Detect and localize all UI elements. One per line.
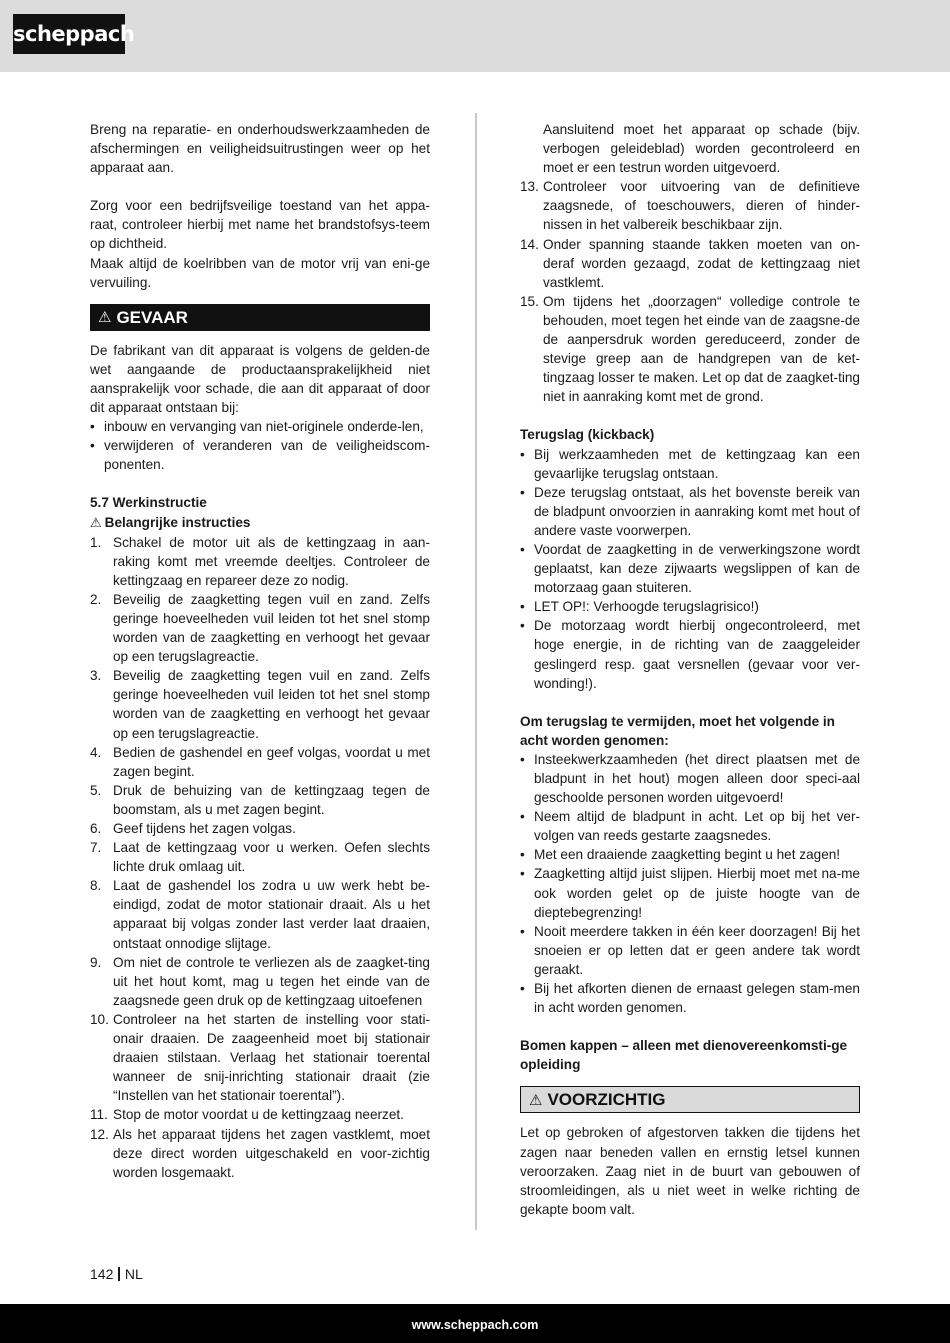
list-item: • inbouw en vervanging van niet-originele onderde-len,: [90, 417, 430, 436]
list-item: 9. Om niet de controle te verliezen als de zaagket-ting uit het hout komt, mag u tegen het einde van de zaagsnede geen druk op de kettingzaag uitoefenen: [90, 954, 430, 1008]
list-item: • verwijderen of veranderen van de veiligheidscom-ponenten.: [90, 436, 430, 474]
list-item: • Bij het afkorten dienen de ernaast gelegen stam-men in acht worden genomen.: [520, 979, 860, 1017]
list-item: 2. Beveilig de zaagketting tegen vuil en zand. Zelfs geringe hoeveelheden vuil leiden tot het snel stomp worden van de zaagketting en verhoogt het gevaar op een terugslagreactie.: [90, 591, 430, 665]
instruction-list: [90, 533, 430, 1182]
paragraph-cooling-fins: Maak altijd de koelribben van de motor vrij van eni-ge vervuiling.: [90, 255, 430, 290]
list-item: 10. Controleer na het starten de instelling voor stati-onair draaien. De zaageenheid moet bij stationair draaien stilstaan. Verlaag het stationair toerental wanneer de snij-inrichting stationair draait (zie “Instellen van het stationair toerental”).: [90, 1011, 430, 1104]
paragraph-liability: De fabrikant van dit apparaat is volgens de gelden-de wet aangaande de productaansprakelijkheid niet aansprakelijk voor schade, die aan dit apparaat of door dit apparaat ontstaan bij:: [90, 342, 430, 416]
list-item: 12. Als het apparaat tijdens het zagen vastklemt, moet deze direct worden uitgeschakeld en voor-zichtig worden losgemaakt.: [90, 1126, 430, 1180]
warning-triangle-icon: ⚠: [98, 307, 112, 326]
list-item: • Bij werkzaamheden met de kettingzaag kan een gevaarlijke terugslag ontstaan.: [520, 445, 860, 483]
list-item: 7. Laat de kettingzaag voor u werken. Oefen slechts lichte druk omlaag uit.: [90, 840, 430, 875]
warning-triangle-icon: ⚠: [529, 1090, 543, 1109]
danger-banner: [90, 304, 430, 331]
list-item: • LET OP!: Verhoogde terugslagrisico!): [520, 597, 860, 616]
list-item: 8. Laat de gashendel los zodra u uw werk hebt be-eindigd, zodat de motor stationair draait. Als u het apparaat bij volgas zonder last verder laat draaien, ontstaat onnodige slijtage.: [90, 878, 430, 951]
caution-banner: [520, 1086, 860, 1113]
caution-label: VOORZICHTIG: [547, 1089, 666, 1109]
tree-felling-heading: Bomen kappen – alleen met dienovereenkomsti-ge opleiding: [520, 1038, 848, 1073]
list-item: 4. Bedien de gashendel en geef volgas, voordat u met zagen begint.: [90, 744, 430, 779]
list-item: 3. Beveilig de zaagketting tegen vuil en zand. Zelfs geringe hoeveelheden vuil leiden tot het snel stomp worden van de zaagketting en verhoogt het gevaar op een terugslagreactie.: [90, 668, 430, 741]
danger-label: GEVAAR: [116, 307, 188, 327]
list-item: • Deze terugslag ontstaat, als het bovenste bereik van de bladpunt onvoorzien in aanraking komt met hout of andere vaste voorwerpen.: [520, 483, 860, 540]
paragraph-maintenance: Breng na reparatie- en onderhoudswerkzaamheden de afschermingen en veiligheidsuitrustingen weer op het apparaat aan.: [90, 122, 430, 176]
footer-band: [0, 1304, 950, 1343]
instruction-list-continued: [520, 177, 860, 406]
important-instructions-heading: ⚠ Belangrijke instructies: [90, 513, 430, 533]
kickback-list: [520, 445, 860, 693]
avoid-kickback-list: [520, 750, 860, 1017]
header-band: [0, 0, 950, 72]
list-item: • De motorzaag wordt hierbij ongecontroleerd, met hoge energie, in de richting van de zaaggeleider geslingerd resp. gaat versnellen (gevaar voor ver-wonding!).: [520, 616, 860, 692]
left-column: [90, 120, 430, 1182]
list-item: 6. Geef tijdens het zagen volgas.: [90, 821, 296, 836]
section-title: 5.7 Werkinstructie: [90, 495, 207, 511]
list-item: • Voordat de zaagketting in de verwerkingszone wordt geplaatst, kan deze zijwaarts wegslippen of kan de motorzaag gaan stuiteren.: [520, 540, 860, 597]
liability-list: [90, 417, 430, 474]
scheppach-logo: scheppach: [13, 14, 125, 54]
list-item: 11. Stop de motor voordat u de kettingzaag neerzet.: [90, 1107, 404, 1123]
list-item: 13. Controleer voor uitvoering van de definitieve zaagsnede, of toeschouwers, dieren of hinder-nissen in het valbereik beschikbaar zijn.: [520, 179, 860, 233]
right-column: [520, 120, 860, 1219]
separator: [118, 1267, 120, 1281]
item-12-continuation: Aansluitend moet het apparaat op schade (bijv. verbogen geleideblad) worden gecontroleerd en moet er een testrun worden uitgevoerd.: [543, 122, 860, 176]
list-item: 1. Schakel de motor uit als de kettingzaag in aan-raking komt met vreemde deeltjes. Controleer de kettingzaag en repareer deze zo nodig.: [90, 534, 430, 588]
list-item: 14. Onder spanning staande takken moeten van on-deraf worden gezaagd, zodat de kettingzaag niet vastklemt.: [520, 236, 860, 290]
website-url: www.scheppach.com: [411, 1318, 539, 1332]
list-item: • Insteekwerkzaamheden (het direct plaatsen met de bladpunt in het hout) mogen alleen door speci-aal geschoolde personen worden uitgevoerd!: [520, 750, 860, 807]
list-item: • Zaagketting altijd juist slijpen. Hierbij moet met na-me ook worden gelet op de juiste hoogte van de dieptebegrenzing!: [520, 864, 860, 921]
list-item: 5. Druk de behuizing van de kettingzaag tegen de boomstam, als u met zagen begint.: [90, 782, 430, 817]
paragraph-safe-condition: Zorg voor een bedrijfsveilige toestand van het appa-raat, controleer hierbij met name het brandstofsys-teem op dichtheid.: [90, 198, 430, 252]
column-divider: [475, 113, 477, 1230]
page-number: 142 NL: [90, 1266, 143, 1282]
avoid-kickback-heading: Om terugslag te vermijden, moet het volgende in acht worden genomen:: [520, 713, 835, 748]
list-item: 15. Om tijdens het „doorzagen“ volledige controle te behouden, moet tegen het einde van de zaagsne-de de aanpersdruk worden gereduceerd, zonder de stevige greep aan de handgrepen van de ket-tingzaag losser te maken. Let op dat de zaagket-ting niet in aanraking komt met de grond.: [520, 293, 860, 405]
list-item: • Nooit meerdere takken in één keer doorzagen! Bij het snoeien er op letten dat er geen andere tak wordt geraakt.: [520, 922, 860, 979]
list-item: • Met een draaiende zaagketting begint u het zagen!: [520, 845, 860, 864]
paragraph-falling-branches: Let op gebroken of afgestorven takken die tijdens het zagen naar beneden vallen en ernstig letsel kunnen veroorzaken. Zaag niet in de buurt van gebouwen of stroomleidingen, als u niet weet in welke richting de gekapte boom valt.: [520, 1125, 860, 1217]
list-item: • Neem altijd de bladpunt in acht. Let op bij het ver-volgen van reeds gestarte zaagsnedes.: [520, 807, 860, 845]
warning-triangle-icon: ⚠: [90, 515, 102, 531]
kickback-heading: Terugslag (kickback): [520, 427, 655, 443]
